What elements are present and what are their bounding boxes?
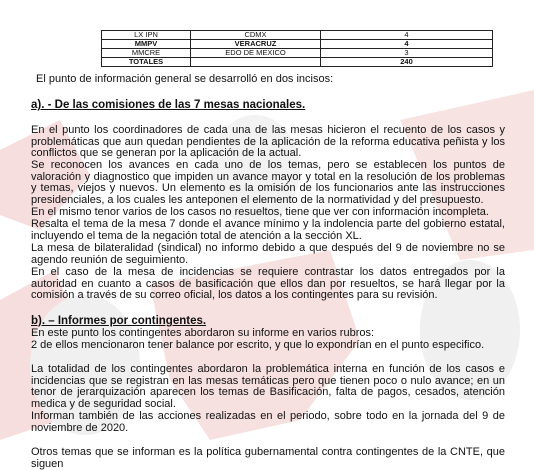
table-cell: MMPV xyxy=(102,40,191,49)
section-b-paragraph-4: Informan también de las acciones realizadas en el periodo, sobre todo en la jornada del 9 de noviembre de 2020. xyxy=(31,410,505,434)
section-b-heading: b). – Informes por contingentes. xyxy=(31,315,207,327)
table-row xyxy=(102,40,493,49)
section-a-paragraph-5: La mesa de bilateralidad (sindical) no informo debido a que después del 9 de noviembre no se agendo reunión de seguimiento. xyxy=(31,242,505,266)
section-a-paragraph-6: En el caso de la mesa de incidencias se requiere contrastar los datos entregados por la autoridad en cuanto a casos de basificación que ellos dan por resueltos, se hará llegar por la comisión a través de su correo oficial, los datos a los contingentes para su revisión. xyxy=(31,266,505,302)
table-cell: MMCRE xyxy=(102,49,191,58)
table-row xyxy=(102,58,493,67)
table-cell: TOTALES xyxy=(102,58,191,67)
table-row xyxy=(102,31,493,40)
section-a-paragraph-3: En el mismo tenor varios de los casos no resueltos, tiene que ver con información incompleta. xyxy=(31,206,489,218)
section-b-paragraph-5: Otros temas que se informan es la política gubernamental contra contingentes de la CNTE, que siguen xyxy=(31,446,505,470)
section-a-paragraph-2: Se reconocen los avances en cada uno de los temas, pero se establecen los puntos de valoración y diagnostico que impiden un avance mayor y total en la resolución de los problemas y temas, viejos y nuevos. Un elemento es la omisión de los funcionarios ante las instrucciones presidenciales, a los cuales les anteponen el elemento de la normatividad y del presupuesto. xyxy=(31,159,505,206)
section-a-heading: a). - De las comisiones de las 7 mesas nacionales. xyxy=(31,99,306,111)
intro-text: El punto de información general se desarrolló en dos incisos: xyxy=(36,73,334,85)
summary-table xyxy=(101,30,493,67)
table-cell: 4 xyxy=(321,40,493,49)
table-cell: 240 xyxy=(321,58,493,67)
table-cell: EDO DE MEXICO xyxy=(191,49,321,58)
table-cell: 3 xyxy=(321,49,493,58)
section-b-paragraph-1: En este punto los contingentes abordaron su informe en varios rubros: xyxy=(31,327,375,339)
table-cell: VERACRUZ xyxy=(191,40,321,49)
table-cell: LX IPN xyxy=(102,31,191,40)
table-cell xyxy=(191,58,321,67)
section-b-paragraph-3: La totalidad de los contingentes abordaron la problemática interna en función de los casos e incidencias que se registran en las mesas temáticas pero que tienen poco o nulo avance; en un tenor de jerarquización aparecen los temas de Basificación, falta de pagos, cesados, atención medica y de seguridad social. xyxy=(31,363,505,410)
table-cell: CDMX xyxy=(191,31,321,40)
section-b-paragraph-2: 2 de ellos mencionaron tener balance por escrito, y que lo expondrían en el punto especifico. xyxy=(31,339,485,351)
table-cell: 4 xyxy=(321,31,493,40)
section-a-paragraph-4: Resalta el tema de la mesa 7 donde el avance mínimo y la indolencia parte del gobierno estatal, incluyendo el tema de la negación total de atención a la sección XL. xyxy=(31,218,505,242)
section-a-paragraph-1: En el punto los coordinadores de cada una de las mesas hicieron el recuento de los casos y problemáticas que aun quedan pendientes de la aplicación de la reforma educativa peñista y los conflictos que se generan por la aplicación de la actual. xyxy=(31,124,505,160)
